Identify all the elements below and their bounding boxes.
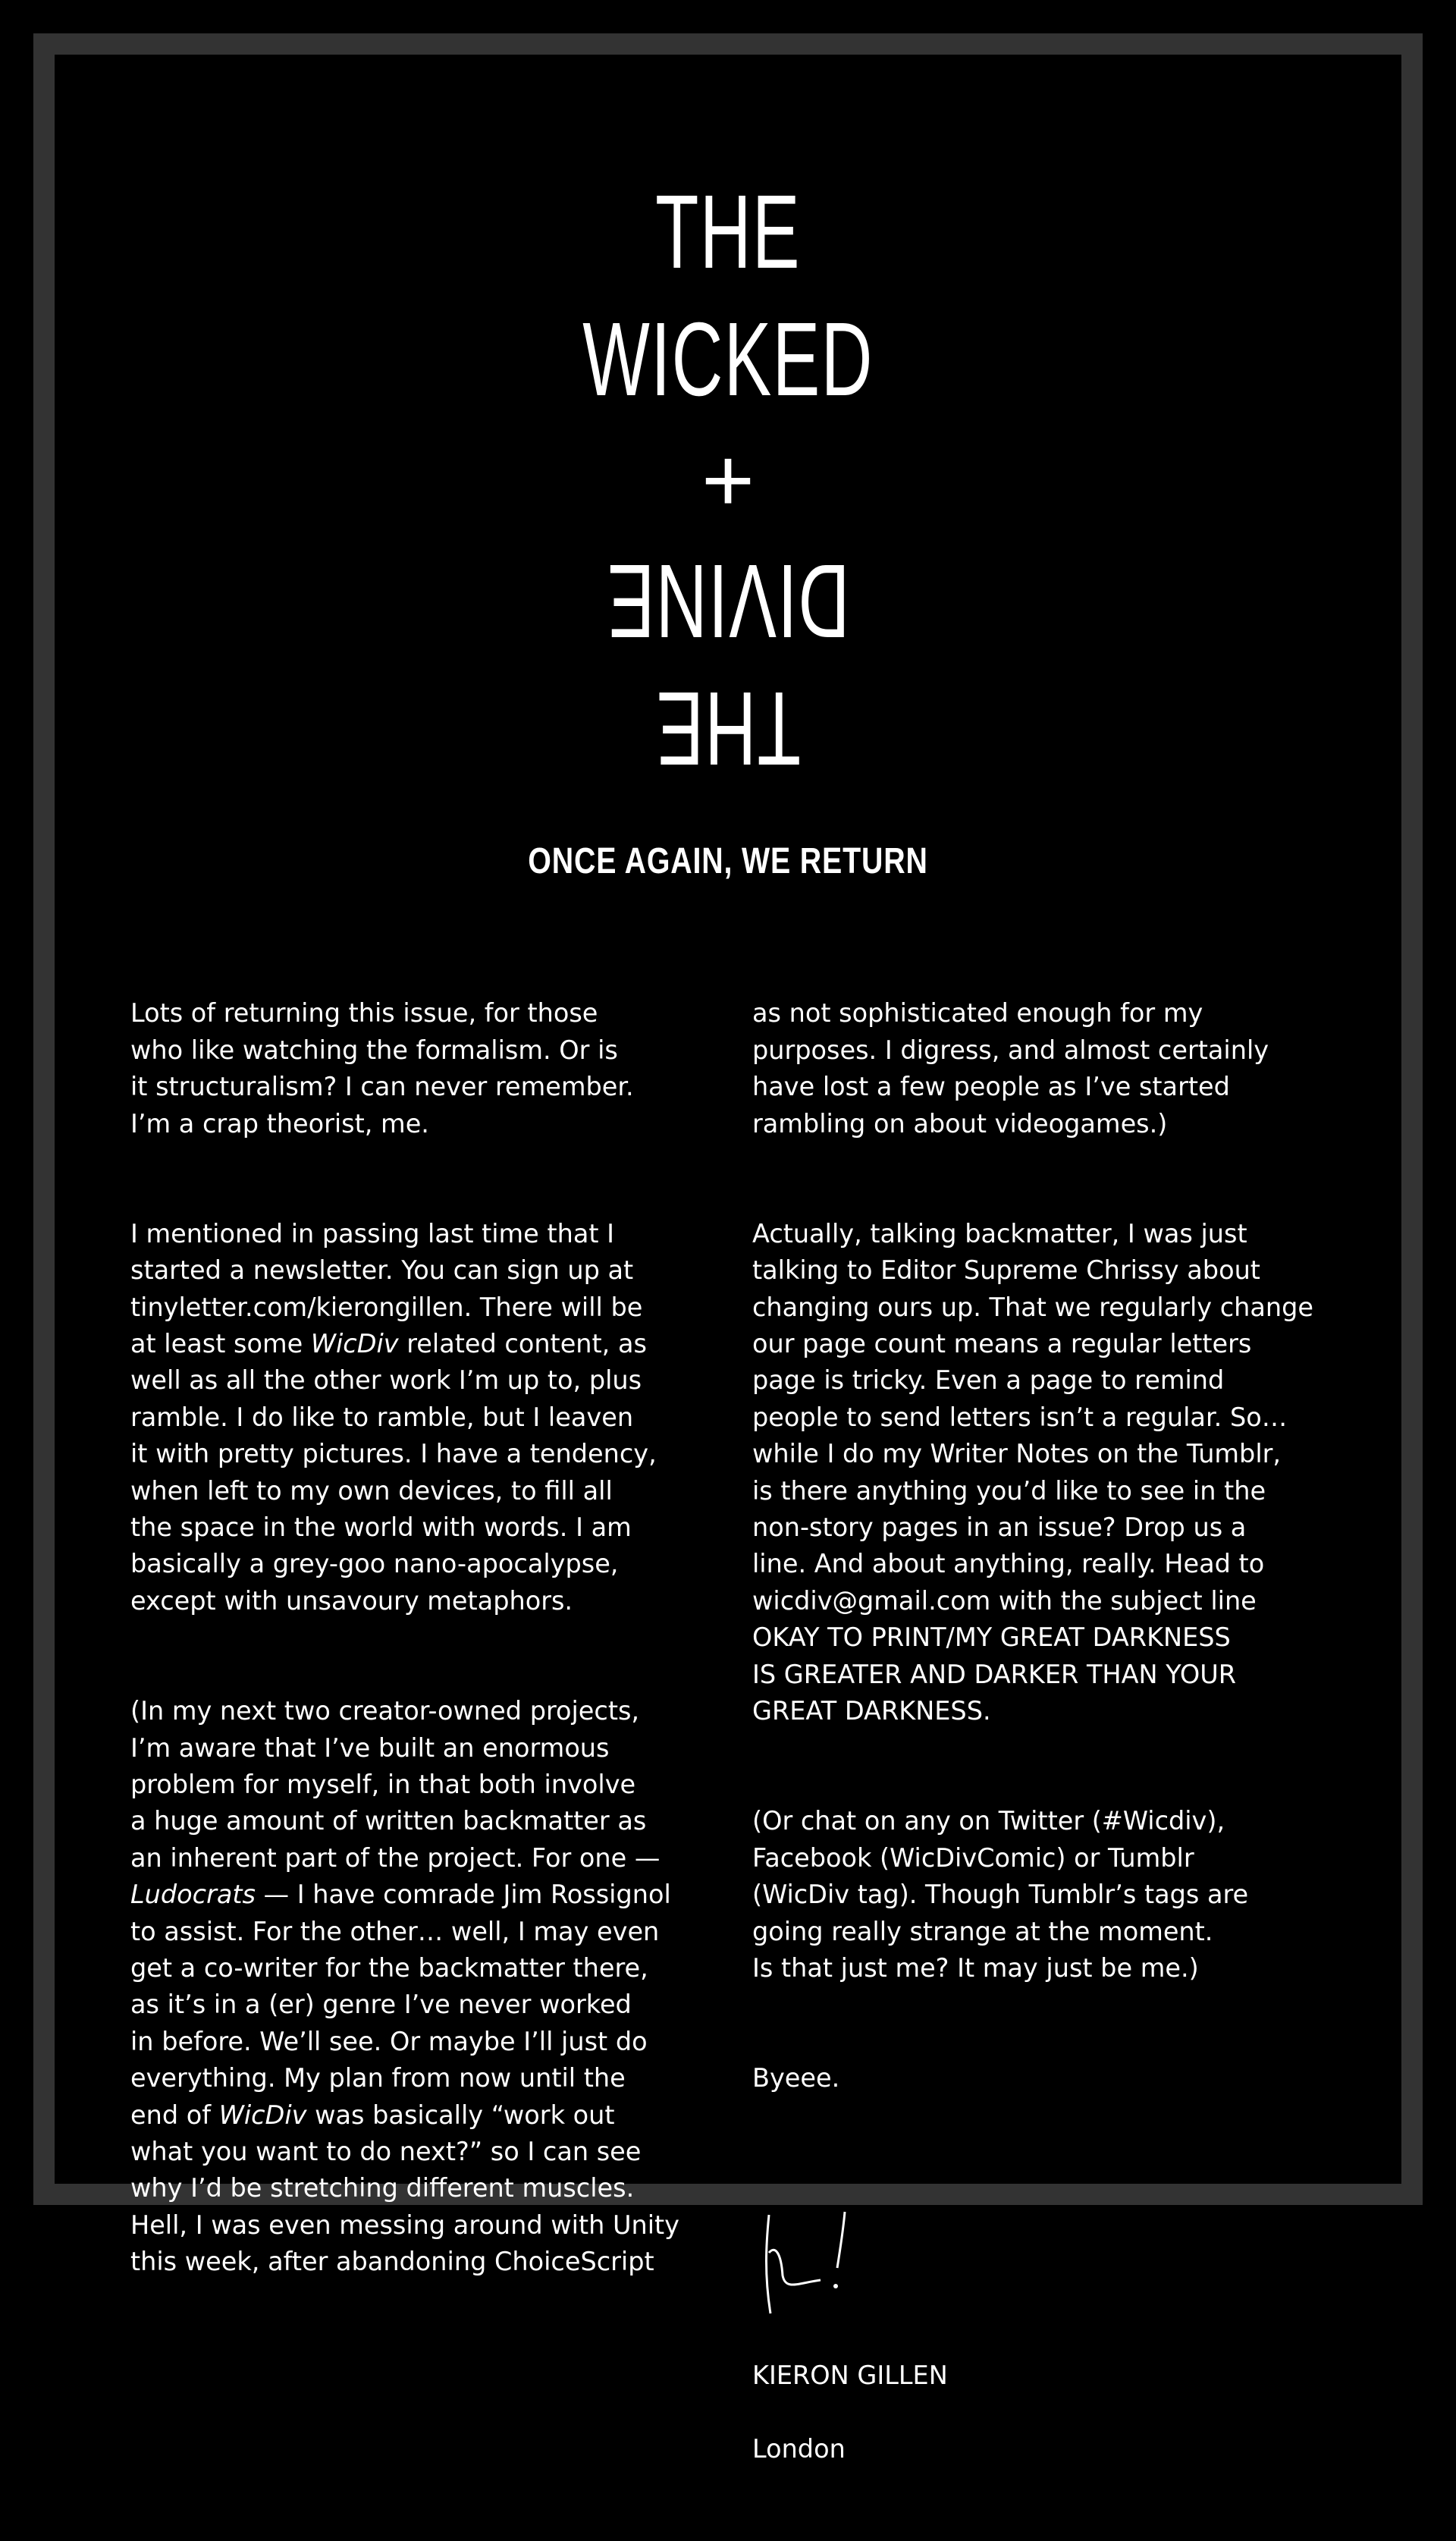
author-location: London bbox=[752, 2433, 846, 2464]
author-name: KIERON GILLEN bbox=[752, 2360, 948, 2391]
comic-logo bbox=[55, 168, 1401, 792]
text-span: — I have comrade Jim Rossignol to assist. For the other… well, I may even get a co-writer for the backmatter there, as it’s in a (er) genre I’ve never worked in before. We’ll see. Or maybe I’ll just do everything. My plan from now until the end of bbox=[130, 1880, 671, 2130]
paragraph-2 bbox=[130, 1216, 752, 1619]
italic-title: WicDiv bbox=[218, 2100, 307, 2130]
right-column bbox=[752, 959, 1389, 2541]
sign-off: Byeee. bbox=[752, 2063, 840, 2093]
logo-plus: + bbox=[701, 429, 755, 531]
article-subtitle: ONCE AGAIN, WE RETURN bbox=[528, 841, 928, 881]
italic-title: WicDiv bbox=[310, 1329, 399, 1359]
signature-image bbox=[752, 2207, 866, 2321]
text-span: related content, as well as all the other work I’m up to, plus ramble. I do like to ramble, but I leaven it with pretty pictures. I have a tendency, when left to my own devices, to fill all the space in the world with words. I am basically a grey-goo nano-apocalypse, except with unsavoury metaphors. bbox=[130, 1329, 657, 1616]
logo-divine-inverted: DIVINE bbox=[606, 542, 850, 659]
paragraph-3 bbox=[130, 1693, 752, 2281]
left-column bbox=[130, 959, 752, 2317]
paragraph-1: Lots of returning this issue, for those who like watching the formalism. Or is it structuralism? I can never remember. I’m a crap theorist, me. bbox=[130, 998, 634, 1139]
text-span: was basically “work out what you want to do next?” so I can see why I’d be stretching different muscles. Hell, I was even messing around with Unity this week, after abandoning ChoiceScript bbox=[130, 2100, 679, 2277]
content-panel bbox=[55, 55, 1401, 2464]
text-span: (In my next two creator-owned projects, I’m aware that I’ve built an enormous problem for myself, in that both involve a huge amount of written backmatter as an inherent part of the project. For one — bbox=[130, 1696, 661, 1873]
paragraph-6: (Or chat on any on Twitter (#Wicdiv), Facebook (WicDivComic) or Tumblr (WicDiv tag). Though Tumblr’s tags are going really strange at the moment. Is that just me? It may just be me.) bbox=[752, 1806, 1249, 1983]
paragraph-4: as not sophisticated enough for my purposes. I digress, and almost certainly have lost a few people as I’ve started rambling on about videogames.) bbox=[752, 998, 1269, 1139]
logo-the-inverted: THE bbox=[655, 670, 801, 787]
paragraph-5: Actually, talking backmatter, I was just talking to Editor Supreme Chrissy about changing ours up. That we regularly change our page count means a regular letters page is tricky. Even a page to remind people to send letters isn’t a regular. So… while I do my Writer Notes on the Tumblr, is there anything you’d like to see in the non-story pages in an issue? Drop us a line. And about anything, really. Head to wicdiv@gmail.com with the subject line OKAY TO PRINT/MY GREAT DARKNESS IS GREATER AND DARKER THAN YOUR GREAT DARKNESS. bbox=[752, 1218, 1314, 1726]
logo-the-top: THE bbox=[655, 174, 801, 291]
logo-wicked: WICKED bbox=[582, 301, 874, 418]
text-span: I mentioned in passing last time that I started a newsletter. You can sign up at tinyletter.com/kierongillen. There will be at least some bbox=[130, 1218, 643, 1359]
italic-title: Ludocrats bbox=[130, 1880, 256, 1910]
signature-block bbox=[752, 2170, 1389, 2504]
